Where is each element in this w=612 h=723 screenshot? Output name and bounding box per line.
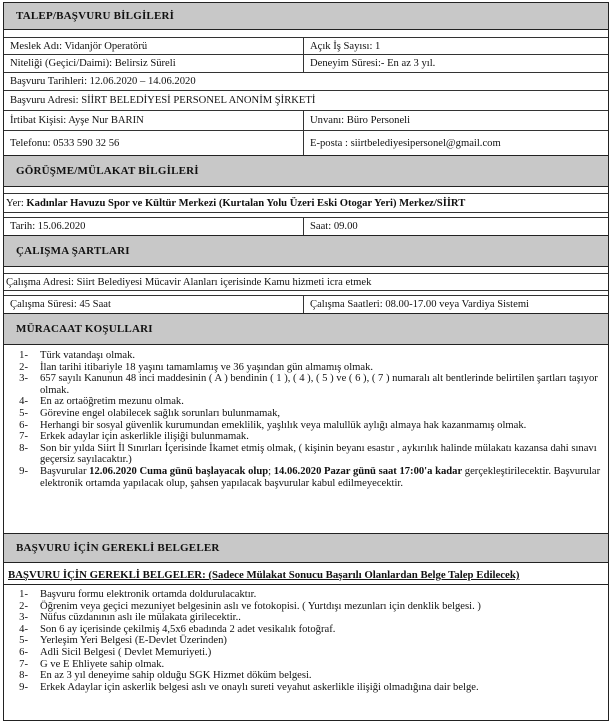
list-item-text: Erkek adaylar için askerlikle ilişiği bulunmamak. xyxy=(40,431,249,443)
list-item-text: Adli Sicil Belgesi ( Devlet Memuriyeti.) xyxy=(40,646,212,658)
irtibat-cell: İrtibat Kişisi: Ayşe Nur BARIN xyxy=(4,111,304,130)
list-item xyxy=(4,373,608,396)
list-item xyxy=(4,431,608,443)
section-header-calisma xyxy=(4,235,608,267)
list-item-number: 1- xyxy=(19,589,28,600)
list-item xyxy=(4,601,608,613)
row-adres xyxy=(4,91,608,111)
list-item-number: 4- xyxy=(19,396,28,408)
list-item-text: Türk vatandaşı olmak. xyxy=(40,350,136,361)
list-item xyxy=(4,659,608,671)
end-date-bold: 14.06.2020 Pazar günü saat 17:00'a kadar xyxy=(273,465,463,477)
list-item-text: 657 sayılı Kanunun 48 inci maddesinin ( A ) bendinin ( 1 ), ( 4 ), ( 5 ) ve ( 6 ), ( 7 ) numaralı alt bentlerinde belirtilen şartları taşıyor olmak. xyxy=(40,373,598,396)
section-header-talep xyxy=(4,2,608,30)
list-item-number: 4- xyxy=(19,623,28,635)
deneyim-cell: Deneyim Süresi:- En az 3 yıl. xyxy=(310,58,436,69)
section-header-gorusme xyxy=(4,155,608,187)
divider xyxy=(4,584,608,585)
row-niteligi xyxy=(4,55,608,73)
list-item-text: Yerleşim Yeri Belgesi (E-Devlet Üzerinden) xyxy=(40,635,227,647)
list-item xyxy=(4,362,608,374)
list-item xyxy=(4,350,608,362)
list-item-number: 7- xyxy=(19,431,28,443)
list-item-text: Öğrenim veya geçici mezuniyet belgesinin aslı ve fotokopisi. ( Yurtdışı mezunları için denklik belgesi. ) xyxy=(40,600,481,612)
telefon-cell: Telefonu: 0533 590 32 56 xyxy=(4,131,304,155)
list-item-text: Erkek Adaylar için askerlik belgesi aslı ve onaylı sureti veyahut askerlikle ilişiği olmadığına dair belge. xyxy=(40,681,479,693)
eposta-cell: E-posta : siirtbelediyesipersonel@gmail.com xyxy=(310,137,501,149)
row-tarih xyxy=(4,217,608,235)
list-item-number: 6- xyxy=(19,419,28,431)
list-item-number: 7- xyxy=(19,658,28,670)
section-title: GÖRÜŞME/MÜLAKAT BİLGİLERİ xyxy=(16,165,199,177)
row-irtibat xyxy=(4,111,608,131)
list-item xyxy=(4,682,608,694)
calisma-saatleri-cell: Çalışma Saatleri: 08.00-17.00 veya Vardiya Sistemi xyxy=(310,299,529,310)
row-meslek xyxy=(4,37,608,55)
section-title: MÜRACAAT KOŞULLARI xyxy=(16,323,153,335)
list-item xyxy=(4,624,608,636)
list-item-text: İlan tarihi itibariyle 18 yaşını tamamlamış ve 36 yaşından gün almamış olmak. xyxy=(40,361,374,373)
saat-cell: Saat: 09.00 xyxy=(310,221,358,232)
list-item xyxy=(4,670,608,682)
list-item-number: 9- xyxy=(19,681,28,693)
list-item-text: Herhangi bir sosyal güvenlik kurumundan emeklilik, yaşlılık veya malullük aylığı almaya hak kazanmamış olmak. xyxy=(40,419,527,431)
tarihler-cell: Başvuru Tarihleri: 12.06.2020 – 14.06.2020 xyxy=(10,76,196,87)
row-tarihler xyxy=(4,73,608,91)
list-item-number: 5- xyxy=(19,407,28,419)
section-header-belgeler xyxy=(4,533,608,563)
list-item xyxy=(4,466,608,489)
row-calisma-adres xyxy=(4,273,608,291)
gerekli-belgeler-list xyxy=(4,589,608,693)
list-item-number: 8- xyxy=(19,670,28,682)
calisma-suresi-cell: Çalışma Süresi: 45 Saat xyxy=(4,296,304,313)
list-item-text: G ve E Ehliyete sahip olmak. xyxy=(40,658,165,670)
list-item-text: Son 6 ay içerisinde çekilmiş 4,5x6 ebadında 2 adet vesikalık fotoğraf. xyxy=(40,623,336,635)
tarih-cell: Tarih: 15.06.2020 xyxy=(4,218,304,235)
list-item-text: En az ortaöğretim mezunu olmak. xyxy=(40,396,184,408)
row-calisma-sure xyxy=(4,295,608,313)
section-title: BAŞVURU İÇİN GEREKLİ BELGELER xyxy=(16,542,220,554)
list-item-number: 6- xyxy=(19,646,28,658)
list-item xyxy=(4,420,608,432)
row-telefon xyxy=(4,131,608,155)
list-item-text xyxy=(40,466,608,489)
niteligi-cell: Niteliği (Geçici/Daimi): Belirsiz Süreli xyxy=(4,55,304,72)
list-item xyxy=(4,612,608,624)
list-item-number: 3- xyxy=(19,612,28,624)
basvuru-adresi-cell: Başvuru Adresi: SİİRT BELEDİYESİ PERSONEL ANONİM ŞİRKETİ xyxy=(10,95,316,106)
list-item-number: 2- xyxy=(19,361,28,373)
list-item-number: 1- xyxy=(19,350,28,361)
text-run: Başvurular xyxy=(40,465,90,477)
list-item-text: Son bir yılda Siirt İl Sınırları İçerisinde İkamet etmiş olmak, ( kişinin beyanı esastır , aykırılık halinde mülakatı kazansa dahi sınavı geçersiz sayılacaktır.) xyxy=(40,442,597,466)
text-run: gerçekleştirilecektir. Başvurular elektronik ortamda yapılacak olup, şahsen yapılacak başvurular kabul edilmeyecektir. xyxy=(40,465,601,489)
start-date-bold: 12.06.2020 Cuma günü başlayacak olup xyxy=(89,465,269,477)
muracaat-kosullari-list xyxy=(4,350,608,489)
list-item xyxy=(4,443,608,466)
yer-cell xyxy=(4,194,608,212)
yer-value: Kadınlar Havuzu Spor ve Kültür Merkezi (Kurtalan Yolu Üzeri Eski Otogar Yeri) Merkez/SİİRT xyxy=(26,197,466,209)
calisma-adresi-cell: Çalışma Adresi: Siirt Belediyesi Mücavir Alanları içerisinde Kamu hizmeti icra etmek xyxy=(6,276,372,288)
row-yer xyxy=(4,193,608,213)
list-item-text: Görevine engel olabilecek sağlık sorunları bulunmamak, xyxy=(40,407,281,419)
list-item-text: En az 3 yıl deneyime sahip olduğu SGK Hizmet döküm belgesi. xyxy=(40,670,312,682)
list-item-number: 2- xyxy=(19,600,28,612)
list-item xyxy=(4,408,608,420)
list-item xyxy=(4,647,608,659)
meslek-cell: Meslek Adı: Vidanjör Operatörü xyxy=(4,38,304,54)
section-header-muracaat xyxy=(4,313,608,345)
section-title: TALEP/BAŞVURU BİLGİLERİ xyxy=(16,10,175,22)
belgeler-subtitle: BAŞVURU İÇİN GEREKLİ BELGELER: (Sadece Mülakat Sonucu Başarılı Olanlardan Belge Talep Edilecek) xyxy=(8,569,520,581)
text-run: ; xyxy=(268,465,274,477)
unvan-cell: Unvanı: Büro Personeli xyxy=(310,115,411,126)
acik-is-cell: Açık İş Sayısı: 1 xyxy=(310,40,381,52)
list-item-text: Başvuru formu elektronik ortamda doldurulacaktır. xyxy=(40,589,257,600)
list-item-number: 8- xyxy=(19,442,28,454)
yer-label: Yer: xyxy=(6,197,24,209)
list-item xyxy=(4,589,608,601)
list-item-number: 9- xyxy=(19,465,28,477)
list-item-number: 5- xyxy=(19,635,28,647)
list-item xyxy=(4,396,608,408)
list-item xyxy=(4,635,608,647)
list-item-number: 3- xyxy=(19,373,28,385)
application-form xyxy=(3,2,609,721)
section-title: ÇALIŞMA ŞARTLARI xyxy=(16,245,130,257)
list-item-text: Nüfus cüzdanının aslı ile mülakata girilecektir.. xyxy=(40,612,241,624)
